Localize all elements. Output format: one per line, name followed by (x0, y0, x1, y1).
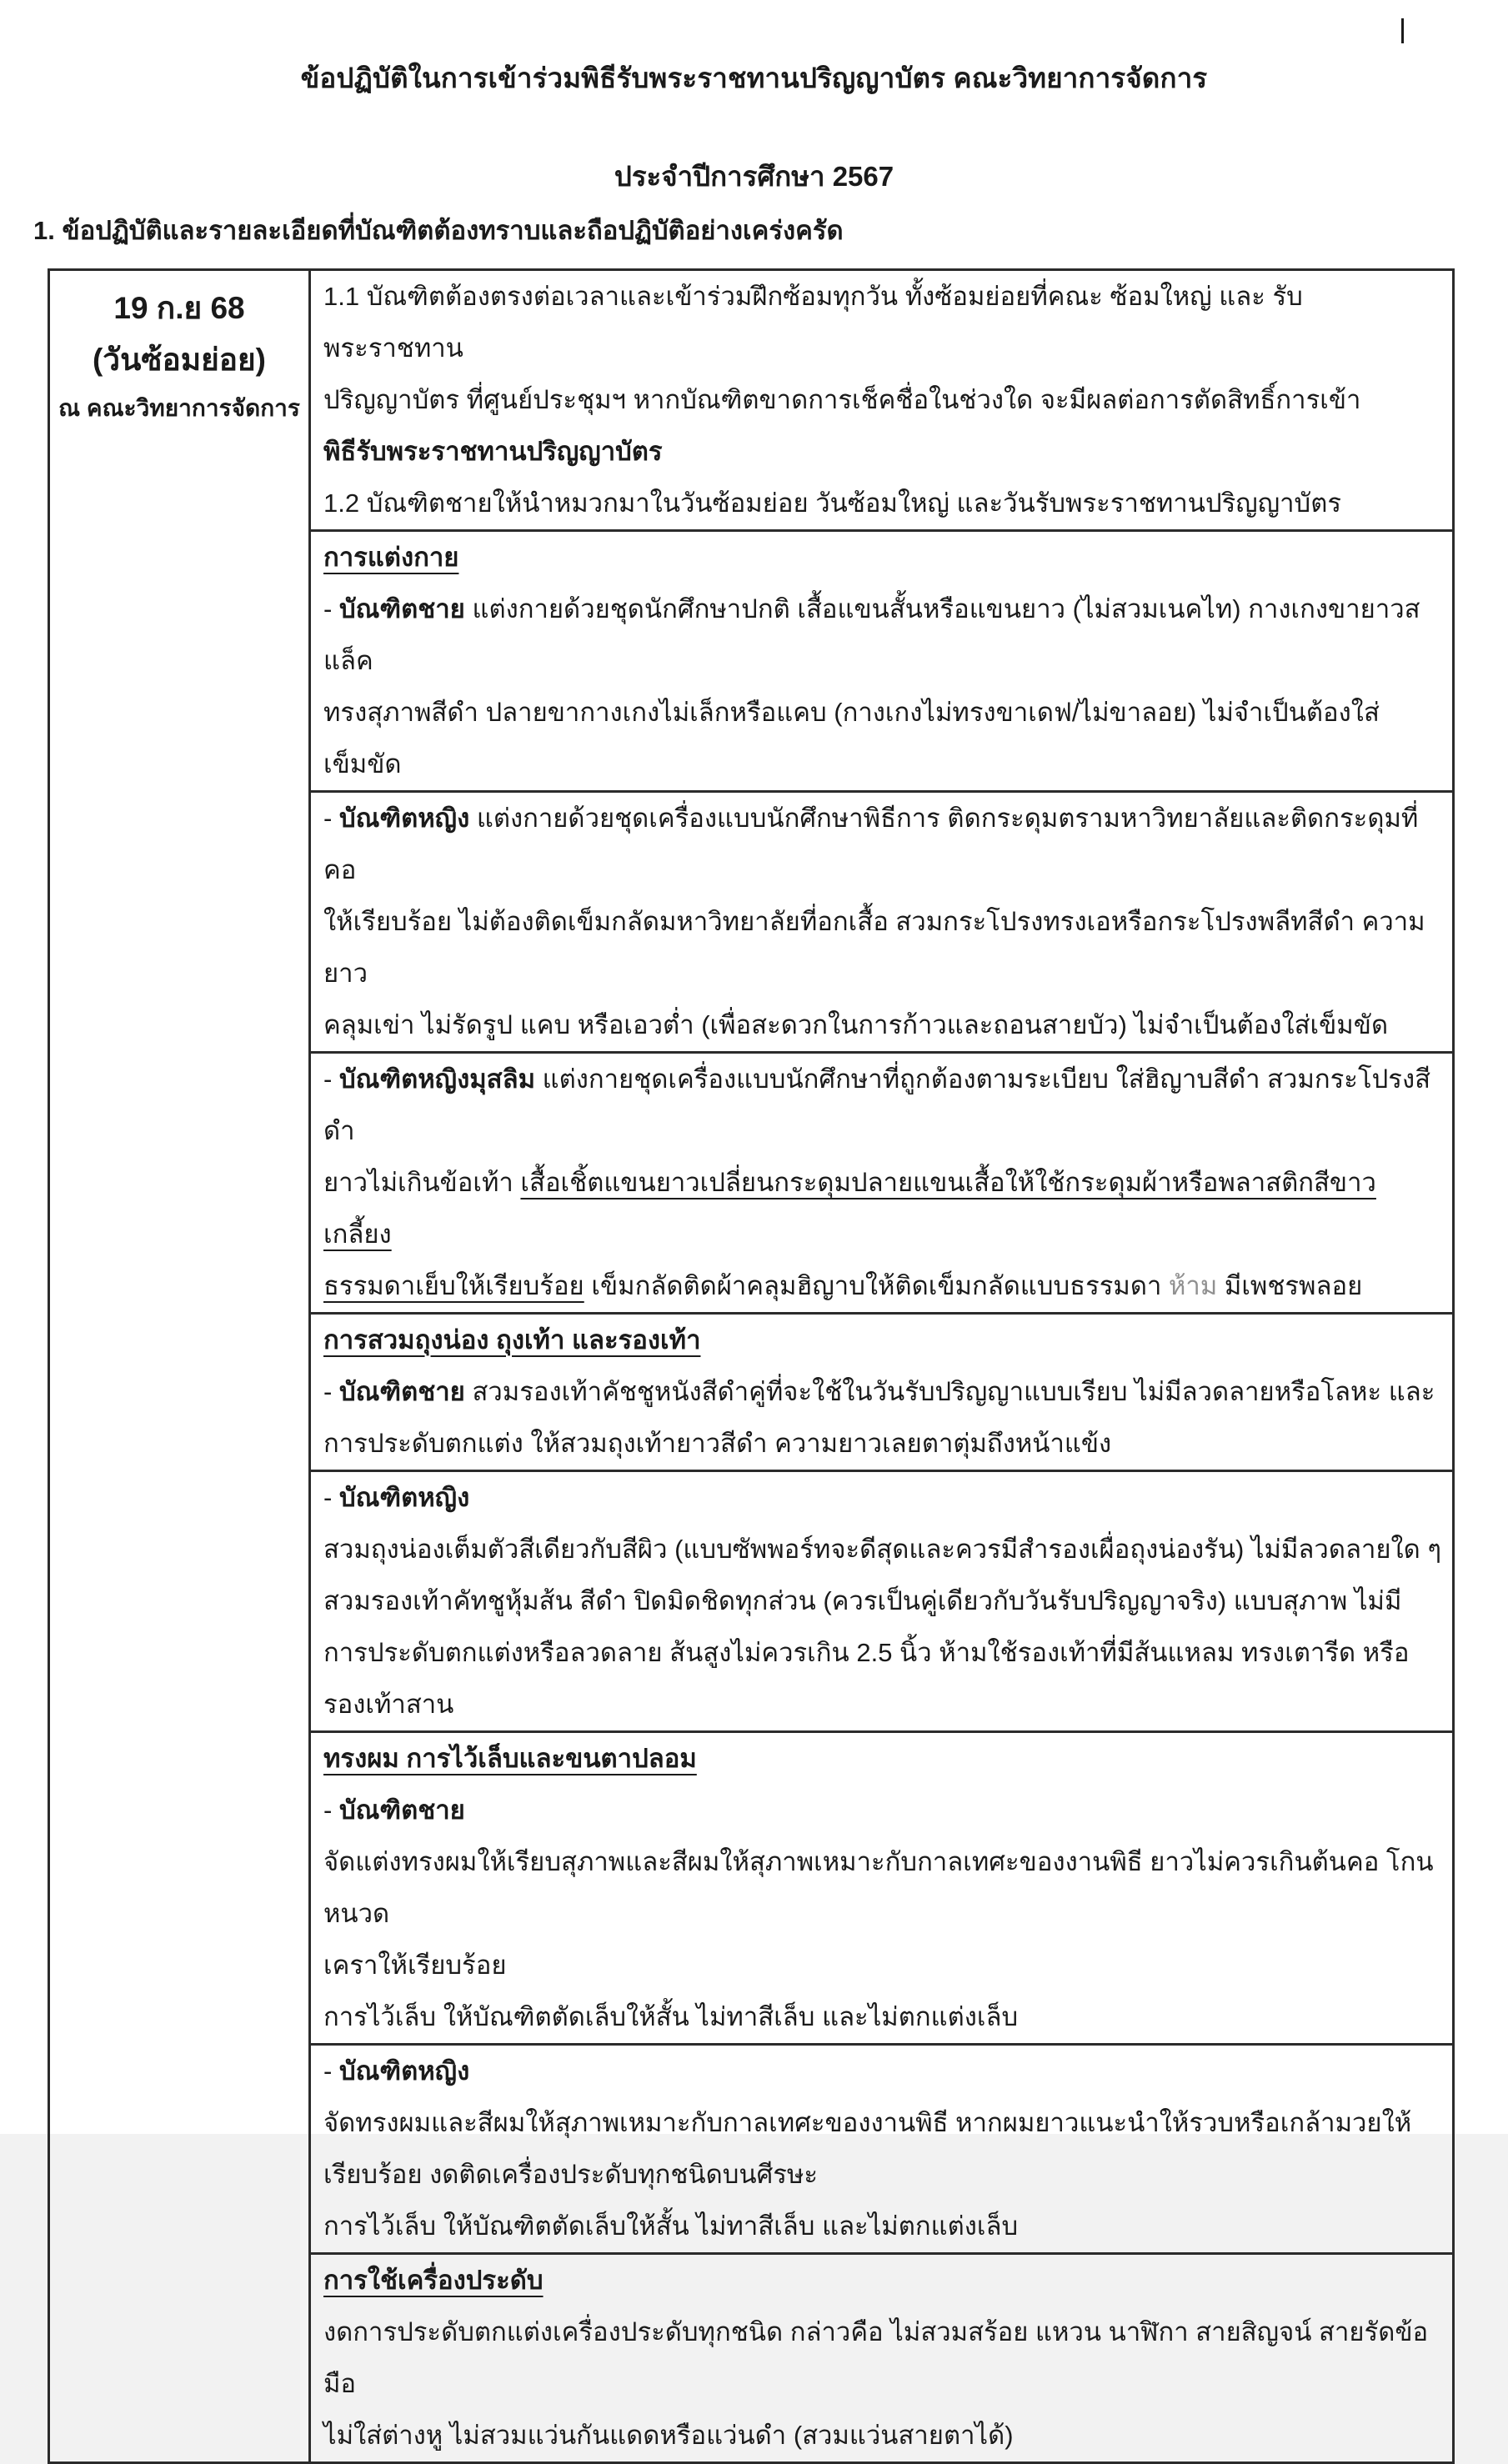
text-line (323, 1418, 1442, 1470)
text-line (323, 271, 1442, 374)
rule-section-title: การใช้เครื่องประดับ (323, 2266, 544, 2295)
table-row (311, 2046, 1452, 2255)
text-segment: จัดแต่งทรงผมให้เรียบสุภาพและสีผมให้สุภาพเหมาะกับกาลเทศะของงานพิธี ยาวไม่ควรเกินต้นคอ โกนหนวด (323, 1847, 1434, 1928)
text-segment: ห้าม (1169, 1271, 1218, 1300)
text-line (323, 2201, 1442, 2252)
text-line (323, 793, 1442, 896)
text-segment: สวมรองเท้าคัชชูหนังสีดำคู่ที่จะใช้ในวันรับปริญญาแบบเรียบ ไม่มีลวดลายหรือโลหะ และ (464, 1377, 1435, 1406)
text-segment: การประดับตกแต่งหรือลวดลาย ส้นสูงไม่ควรเกิน 2.5 นิ้ว ห้ามใช้รองเท้าที่มีส้นแหลม ทรงเตารีด หรือรองเท้าสาน (323, 1638, 1410, 1719)
text-segment: จัดทรงผมและสีผมให้สุภาพเหมาะกับกาลเทศะของงานพิธี หากผมยาวแนะนำให้รวบหรือเกล้ามวยให้ (323, 2108, 1412, 2137)
text-segment: เคราให้เรียบร้อย (323, 1951, 507, 1980)
text-segment: ไม่ใส่ต่างหู ไม่สวมแว่นกันแดดหรือแว่นดำ (สวมแว่นสายตาได้) (323, 2421, 1014, 2450)
text-segment: - (323, 1064, 339, 1094)
text-segment: - (323, 804, 339, 833)
text-line (323, 2306, 1442, 2410)
text-line (323, 687, 1442, 790)
text-segment: ธรรมดาเย็บให้เรียบร้อย (323, 1271, 584, 1300)
rules-table (48, 268, 1455, 2464)
date-cell (50, 271, 311, 2461)
text-line (323, 1627, 1442, 1730)
text-line (323, 2410, 1442, 2461)
text-segment: - (323, 1795, 339, 1825)
text-line (323, 1785, 1442, 1836)
text-line (323, 1157, 1442, 1260)
text-line (323, 2046, 1442, 2097)
text-line (323, 478, 1442, 529)
rules-rows (311, 271, 1452, 2461)
date-cell-location: ณ คณะวิทยาการจัดการ (58, 395, 300, 421)
text-line (323, 1366, 1442, 1418)
text-segment: ยาวไม่เกินข้อเท้า (323, 1168, 521, 1197)
rule-section-title: การแต่งกาย (323, 543, 459, 572)
text-line (323, 2255, 1442, 2306)
table-row (311, 2255, 1452, 2461)
table-row (311, 793, 1452, 1054)
text-segment: การประดับตกแต่ง ให้สวมถุงเท้ายาวสีดำ ความยาวเลยตาตุ่มถึงหน้าแข้ง (323, 1429, 1112, 1458)
text-segment: บัณฑิตชาย (338, 594, 465, 624)
text-segment: 1.1 บัณฑิตต้องตรงต่อเวลาและเข้าร่วมฝึกซ้อมทุกวัน ทั้งซ้อมย่อยที่คณะ ซ้อมใหญ่ และ รับพระราชทาน (323, 282, 1303, 363)
date-cell-event: (วันซ้อมย่อย) (92, 343, 267, 377)
table-row (311, 271, 1452, 532)
text-segment: บัณฑิตหญิงมุสลิม (338, 1064, 536, 1094)
text-segment: ให้เรียบร้อย ไม่ต้องติดเข็มกลัดมหาวิทยาลัยที่อกเสื้อ สวมกระโปรงทรงเอหรือกระโปรงพลีทสีดำ ความยาว (323, 907, 1425, 988)
text-line (323, 999, 1442, 1051)
text-segment: เสื้อเชิ้ตแขนยาวเปลี่ยนกระดุมปลายแขนเสื้อให้ใช้กระดุมผ้าหรือพลาสติกสีขาวเกลี้ยง (323, 1168, 1376, 1249)
text-segment: บัณฑิตหญิง (338, 2056, 470, 2086)
text-line (323, 1524, 1442, 1575)
text-segment: บัณฑิตชาย (338, 1377, 465, 1406)
text-line (323, 1991, 1442, 2043)
document-header (0, 0, 1508, 195)
rule-section-title: การสวมถุงน่อง ถุงเท้า และรองเท้า (323, 1325, 701, 1355)
text-segment: สวมถุงน่องเต็มตัวสีเดียวกับสีผิว (แบบซัพพอร์ทจะดีสุดและควรมีสำรองเผื่อถุงน่องรัน) ไม่มีลวดลายใด ๆ (323, 1535, 1442, 1564)
text-line (323, 896, 1442, 999)
document-title-line2: ประจำปีการศึกษา 2567 (614, 161, 894, 192)
table-row (311, 1315, 1452, 1472)
text-line (323, 2149, 1442, 2201)
text-segment: การไว้เล็บ ให้บัณฑิตตัดเล็บให้สั้น ไม่ทาสีเล็บ และไม่ตกแต่งเล็บ (323, 2002, 1019, 2031)
text-segment: 1.2 บัณฑิตชายให้นำหมวกมาในวันซ้อมย่อย วันซ้อมใหญ่ และวันรับพระราชทานปริญญาบัตร (323, 488, 1341, 518)
text-line (323, 1260, 1442, 1312)
text-line (323, 1940, 1442, 1991)
text-segment: การไว้เล็บ ให้บัณฑิตตัดเล็บให้สั้น ไม่ทาสีเล็บ และไม่ตกแต่งเล็บ (323, 2211, 1019, 2241)
text-segment: - (323, 2056, 339, 2086)
text-segment: บัณฑิตชาย (338, 1795, 465, 1825)
text-line (323, 1733, 1442, 1785)
text-segment: ปริญญาบัตร ที่ศูนย์ประชุมฯ หากบัณฑิตขาดการเช็คชื่อในช่วงใด จะมีผลต่อการตัดสิทธิ์การเข้า (323, 385, 1361, 414)
page-corner-mark (1401, 18, 1404, 43)
text-segment: - (323, 1377, 339, 1406)
text-line (323, 1836, 1442, 1940)
text-segment: เรียบร้อย งดติดเครื่องประดับทุกชนิดบนศีรษะ (323, 2160, 819, 2189)
text-segment: สวมรองเท้าคัทชูหุ้มส้น สีดำ ปิดมิดชิดทุกส่วน (ควรเป็นคู่เดียวกับวันรับปริญญาจริง) แบบสุภาพ ไม่มี (323, 1586, 1402, 1615)
table-row (311, 1733, 1452, 2046)
text-line (323, 426, 1442, 478)
section-heading: 1. ข้อปฏิบัติและรายละเอียดที่บัณฑิตต้องทราบและถือปฏิบัติอย่างเคร่งครัด (33, 216, 844, 245)
text-line (323, 374, 1442, 426)
text-segment: คลุมเข่า ไม่รัดรูป แคบ หรือเอวต่ำ (เพื่อสะดวกในการก้าวและถอนสายบัว) ไม่จำเป็นต้องใส่เข็มขัด (323, 1010, 1389, 1039)
text-line (323, 1472, 1442, 1524)
text-line (323, 1054, 1442, 1157)
text-line (323, 1315, 1442, 1366)
table-row (311, 1472, 1452, 1733)
text-segment: งดการประดับตกแต่งเครื่องประดับทุกชนิด กล่าวคือ ไม่สวมสร้อย แหวน นาฬิกา สายสิญจน์ สายรัดข้อมือ (323, 2317, 1429, 2398)
text-line (323, 2097, 1442, 2149)
text-segment: แต่งกายด้วยชุดเครื่องแบบนักศึกษาพิธีการ ติดกระดุมตรามหาวิทยาลัยและติดกระดุมที่คอ (323, 804, 1419, 884)
text-segment: บัณฑิตหญิง (338, 804, 470, 833)
text-line (323, 1575, 1442, 1627)
text-segment: แต่งกายด้วยชุดนักศึกษาปกติ เสื้อแขนสั้นหรือแขนยาว (ไม่สวมเนคไท) กางเกงขายาวสแล็ค (323, 594, 1420, 675)
text-line (323, 583, 1442, 687)
text-segment: พิธีรับพระราชทานปริญญาบัตร (323, 437, 663, 466)
text-segment: ทรงสุภาพสีดำ ปลายขากางเกงไม่เล็กหรือแคบ (กางเกงไม่ทรงขาเดฟ/ไม่ขาลอย) ไม่จำเป็นต้องใส่เข็มขัด (323, 698, 1380, 779)
text-segment: บัณฑิตหญิง (338, 1483, 470, 1512)
rule-section-title: ทรงผม การไว้เล็บและขนตาปลอม (323, 1744, 697, 1773)
text-segment: เข็มกลัดติดผ้าคลุมฮิญาบให้ติดเข็มกลัดแบบธรรมดา (584, 1271, 1169, 1300)
text-segment: แต่งกายชุดเครื่องแบบนักศึกษาที่ถูกต้องตามระเบียบ ใส่ฮิญาบสีดำ สวมกระโปรงสีดำ (323, 1064, 1430, 1145)
text-segment: - (323, 1483, 339, 1512)
text-line (323, 532, 1442, 583)
table-row (311, 532, 1452, 793)
text-segment: - (323, 594, 339, 624)
table-row (311, 1054, 1452, 1315)
date-cell-date: 19 ก.ย 68 (113, 291, 245, 325)
text-segment: มีเพชรพลอย (1217, 1271, 1363, 1300)
document-title-line1: ข้อปฏิบัติในการเข้าร่วมพิธีรับพระราชทานปริญญาบัตร คณะวิทยาการจัดการ (300, 63, 1208, 93)
